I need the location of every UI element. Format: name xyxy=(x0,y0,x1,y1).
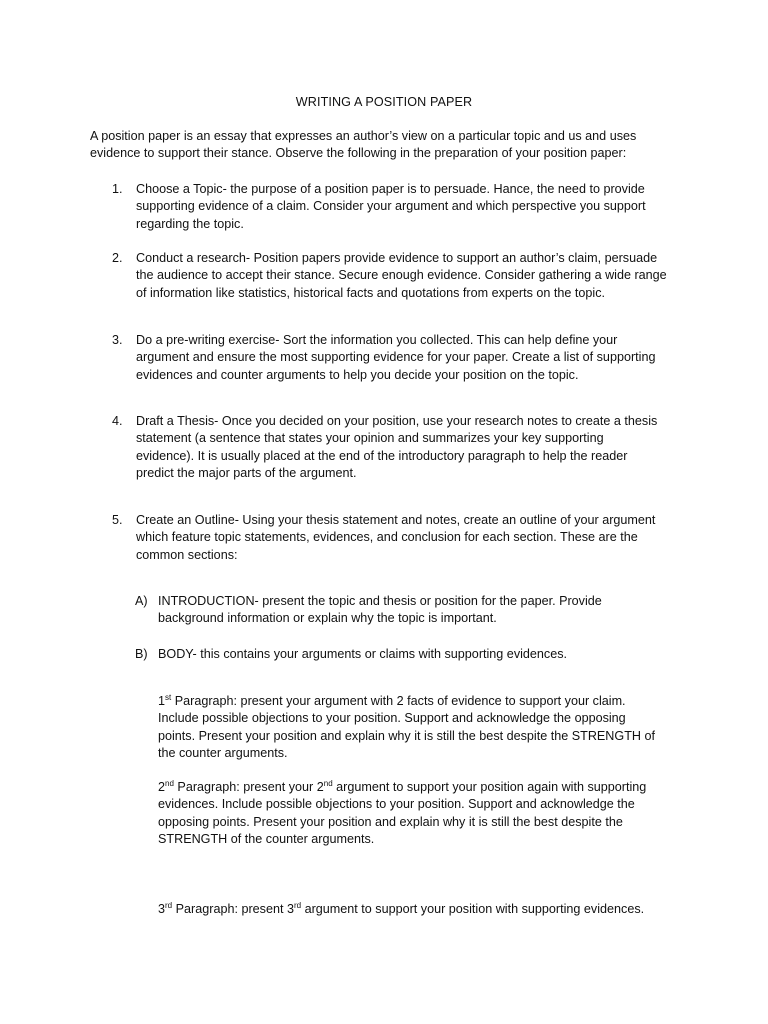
list-item-pre-writing xyxy=(112,332,682,384)
list-number: 4. xyxy=(112,414,123,428)
body-paragraph-2 xyxy=(158,779,678,849)
text-line: argument and ensure the most supporting evidence for your paper. Create a list of supporting xyxy=(136,350,656,365)
list-number: 1. xyxy=(112,182,123,196)
list-item-text xyxy=(136,332,682,384)
text-line: the audience to accept their stance. Secure enough evidence. Consider gathering a wide range xyxy=(136,268,667,283)
text-line: common sections: xyxy=(136,547,238,562)
document-title: WRITING A POSITION PAPER xyxy=(295,95,473,109)
list-item-text xyxy=(136,512,682,564)
text-line: Include possible objections to your position. Support and acknowledge the opposing xyxy=(158,711,626,726)
ordinal-number: 3 xyxy=(158,902,166,916)
text-line: background information or explain why the topic is important. xyxy=(158,611,497,626)
text-line: statement (a sentence that states your opinion and summarizes your key supporting xyxy=(136,431,604,446)
ordinal-number: 1 xyxy=(158,694,166,708)
section-body xyxy=(135,646,655,663)
text-line: of information like statistics, historical facts and quotations from experts on the topic. xyxy=(136,285,605,300)
ordinal-suffix: nd xyxy=(323,779,333,788)
text-line: evidence). It is usually placed at the end of the introductory paragraph to help the reader xyxy=(136,448,628,463)
list-number: 5. xyxy=(112,513,123,527)
section-text xyxy=(158,593,655,628)
text-run: argument to support your position with supporting evidences. xyxy=(301,902,645,916)
text-line: Choose a Topic- the purpose of a position paper is to persuade. Hance, the need to provide xyxy=(136,182,645,196)
paragraph-heading-line xyxy=(158,693,678,710)
text-line: regarding the topic. xyxy=(136,216,244,231)
text-line: points. Present your position and explain why it is still the best despite the STRENGTH of xyxy=(158,728,655,743)
body-paragraph-1 xyxy=(158,693,678,763)
text-run: Paragraph: present your argument with 2 facts of evidence to support your claim. xyxy=(171,694,626,708)
text-line: Do a pre-writing exercise- Sort the information you collected. This can help define your xyxy=(136,333,618,347)
list-item-text xyxy=(136,413,682,483)
text-line: Conduct a research- Position papers provide evidence to support an author’s claim, persuade xyxy=(136,251,658,265)
section-introduction xyxy=(135,593,655,628)
section-text xyxy=(158,646,655,663)
text-line: BODY- this contains your arguments or claims with supporting evidences. xyxy=(158,647,568,661)
text-line: INTRODUCTION- present the topic and thesis or position for the paper. Provide xyxy=(158,594,602,608)
text-line: evidences and counter arguments to help you decide your position on the topic. xyxy=(136,367,579,382)
ordinal-number: 2 xyxy=(158,780,166,794)
ordinal-suffix: st xyxy=(165,693,172,702)
body-paragraph-3 xyxy=(158,901,678,918)
text-line: the counter arguments. xyxy=(158,746,288,761)
list-number: 3. xyxy=(112,333,123,347)
section-letter: A) xyxy=(135,594,148,608)
text-line: STRENGTH of the counter arguments. xyxy=(158,832,375,847)
text-run: Paragraph: present 3 xyxy=(172,902,294,916)
paragraph-heading-line xyxy=(158,779,678,796)
text-run: Paragraph: present your 2 xyxy=(173,780,324,794)
intro-line: evidence to support their stance. Observe the following in the preparation of your position paper: xyxy=(90,146,627,161)
list-item-text xyxy=(136,181,682,233)
list-item-text xyxy=(136,250,682,302)
text-line: opposing points. Present your position and explain why it is still the best despite the xyxy=(158,814,623,829)
intro-paragraph xyxy=(90,128,690,163)
list-number: 2. xyxy=(112,251,123,265)
list-item-create-outline xyxy=(112,512,682,564)
ordinal-suffix: rd xyxy=(165,901,173,910)
text-line: supporting evidence of a claim. Consider your argument and which perspective you support xyxy=(136,199,646,214)
list-item-draft-thesis xyxy=(112,413,682,483)
section-letter: B) xyxy=(135,647,148,661)
ordinal-suffix: rd xyxy=(293,901,302,910)
text-line: which feature topic statements, evidences, and conclusion for each section. These are the xyxy=(136,530,638,545)
list-item-choose-topic xyxy=(112,181,682,233)
text-run: argument to support your position again with supporting xyxy=(332,780,647,794)
text-line: evidences. Include possible objections to your position. Support and acknowledge the xyxy=(158,797,635,812)
paragraph-heading-line xyxy=(158,901,678,918)
text-line: Create an Outline- Using your thesis statement and notes, create an outline of your argument xyxy=(136,513,656,527)
intro-line: A position paper is an essay that expresses an author’s view on a particular topic and us and uses xyxy=(90,129,637,143)
list-item-conduct-research xyxy=(112,250,682,302)
ordinal-suffix: nd xyxy=(165,779,174,788)
text-line: Draft a Thesis- Once you decided on your position, use your research notes to create a thesis xyxy=(136,414,658,428)
text-line: predict the major parts of the argument. xyxy=(136,466,357,481)
